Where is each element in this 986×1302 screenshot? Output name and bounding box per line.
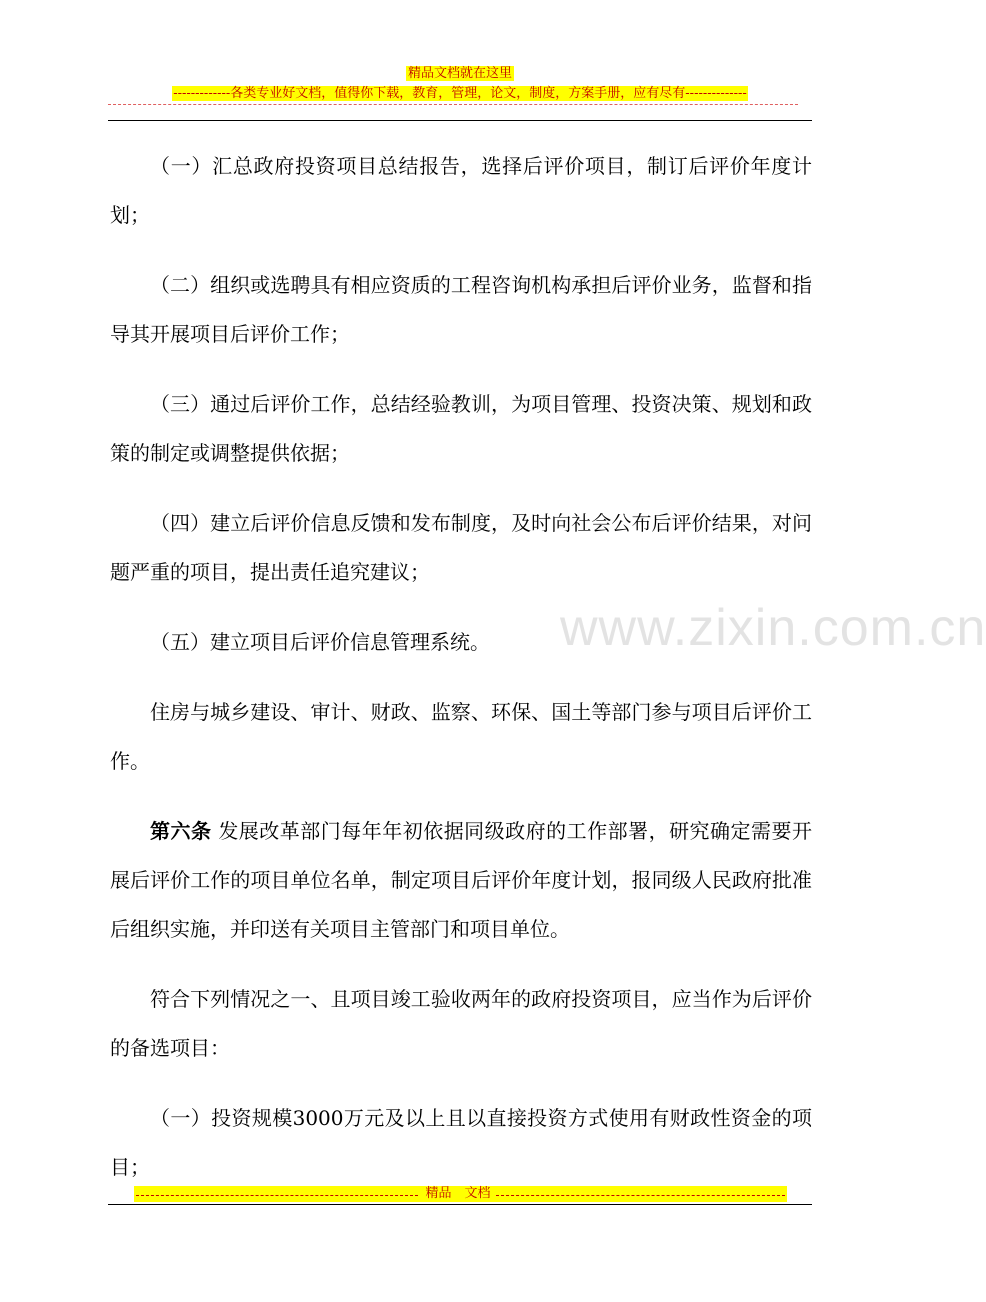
paragraph-text: （一）汇总政府投资项目总结报告，选择后评价项目，制订后评价年度计划； [110, 154, 812, 227]
header-slogan-text: -------------各类专业好文档，值得你下载，教育，管理，论文，制度，方案手册，应有尽有-------------- [173, 86, 747, 101]
header-title-text: 精品文档就在这里 [407, 66, 512, 81]
paragraph-text: 住房与城乡建设、审计、财政、监察、环保、国土等部门参与项目后评价工作。 [110, 700, 812, 773]
paragraph-text: 符合下列情况之一、且项目竣工验收两年的政府投资项目，应当作为后评价的备选项目： [110, 987, 812, 1060]
paragraph-text: （四）建立后评价信息反馈和发布制度，及时向社会公布后评价结果，对问题严重的项目，提出责任追究建议； [110, 511, 812, 584]
footer-dash-right [496, 1195, 785, 1196]
paragraph-item-3 [110, 380, 812, 478]
header-slogan [108, 85, 812, 102]
paragraph-article-6 [110, 807, 812, 954]
page-footer [108, 1186, 812, 1210]
article-label: 第六条 [150, 819, 212, 843]
paragraph-text: 发展改革部门每年年初依据同级政府的工作部署，研究确定需要开展后评价工作的项目单位名单，制定项目后评价年度计划，报同级人民政府批准后组织实施，并印送有关项目主管部门和项目单位。 [110, 819, 813, 941]
header-title [108, 66, 812, 82]
paragraph-text: （一）投资规模3000万元及以上且以直接投资方式使用有财政性资金的项目； [110, 1106, 812, 1179]
footer-rule [108, 1204, 812, 1205]
footer-band [134, 1186, 787, 1202]
header-rule [108, 120, 812, 121]
page-header [108, 64, 812, 122]
paragraph-text: （二）组织或选聘具有相应资质的工程咨询机构承担后评价业务，监督和指导其开展项目后评价工作； [110, 273, 812, 346]
paragraph-text: （五）建立项目后评价信息管理系统。 [150, 630, 490, 654]
paragraph-criteria-intro [110, 975, 812, 1073]
paragraph-item-2 [110, 261, 812, 359]
paragraph-text: （三）通过后评价工作，总结经验教训，为项目管理、投资决策、规划和政策的制定或调整提供依据； [110, 392, 812, 465]
paragraph-departments [110, 688, 812, 786]
footer-label: 精品 文档 [425, 1186, 491, 1201]
watermark: www.zixin.com.cn [560, 599, 986, 657]
paragraph-criteria-1 [110, 1094, 812, 1192]
header-dashed-divider [108, 104, 798, 105]
footer-dash-left [136, 1195, 418, 1196]
document-body [110, 142, 812, 1213]
paragraph-item-1 [110, 142, 812, 240]
paragraph-item-4 [110, 499, 812, 597]
paragraph-item-5 [110, 618, 812, 667]
